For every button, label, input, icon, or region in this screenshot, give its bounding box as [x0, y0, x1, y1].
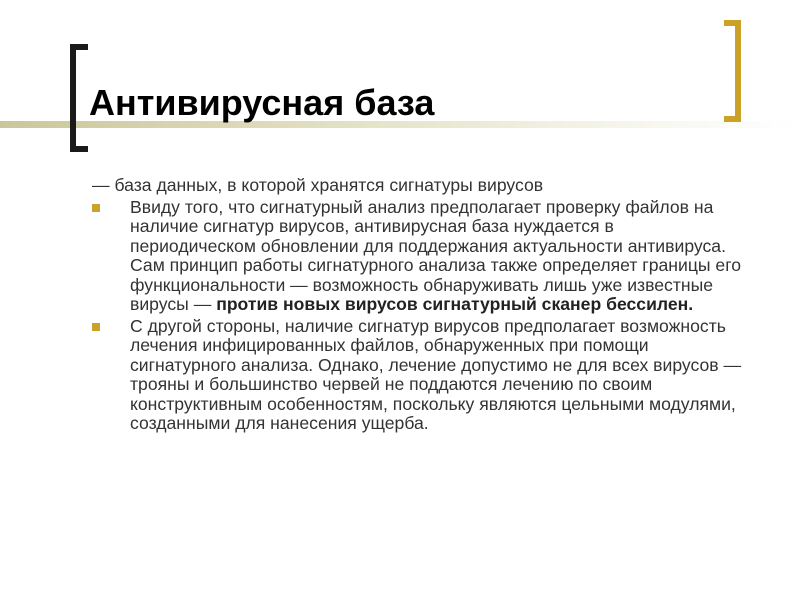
bullet-item-2	[92, 317, 742, 434]
right-bracket-decoration	[724, 20, 741, 122]
slide-body	[92, 176, 742, 436]
slide-title: Антивирусная база	[89, 82, 435, 123]
bullet-1-text: Ввиду того, что сигнатурный анализ предполагает проверку файлов на наличие сигнатур вирусов, антивирусная база нуждается в периодическом обновлении для поддержания актуальности антивируса. Сам принцип работы сигнатурного анализа также определяет границы его функциональности — возможность обнаруживать лишь уже известные вирусы —	[130, 196, 742, 314]
square-bullet-icon	[92, 204, 100, 212]
bullet-item-1	[92, 198, 742, 315]
square-bullet-icon	[92, 323, 100, 331]
definition-text: — база данных, в которой хранятся сигнатуры вирусов	[92, 175, 544, 195]
left-bracket-decoration	[70, 44, 88, 152]
bullet-2-text: С другой стороны, наличие сигнатур вирусов предполагает возможность лечения инфицированных файлов, обнаруженных при помощи сигнатурного анализа. Однако, лечение допустимо не для всех вирусов — трояны и большинство червей не поддаются лечению по своим конструктивным особенностям, поскольку являются цельными модулями, созданными для нанесения ущерба.	[130, 315, 742, 433]
bullet-1-emphasis: против новых вирусов сигнатурный сканер бессилен.	[216, 294, 694, 314]
